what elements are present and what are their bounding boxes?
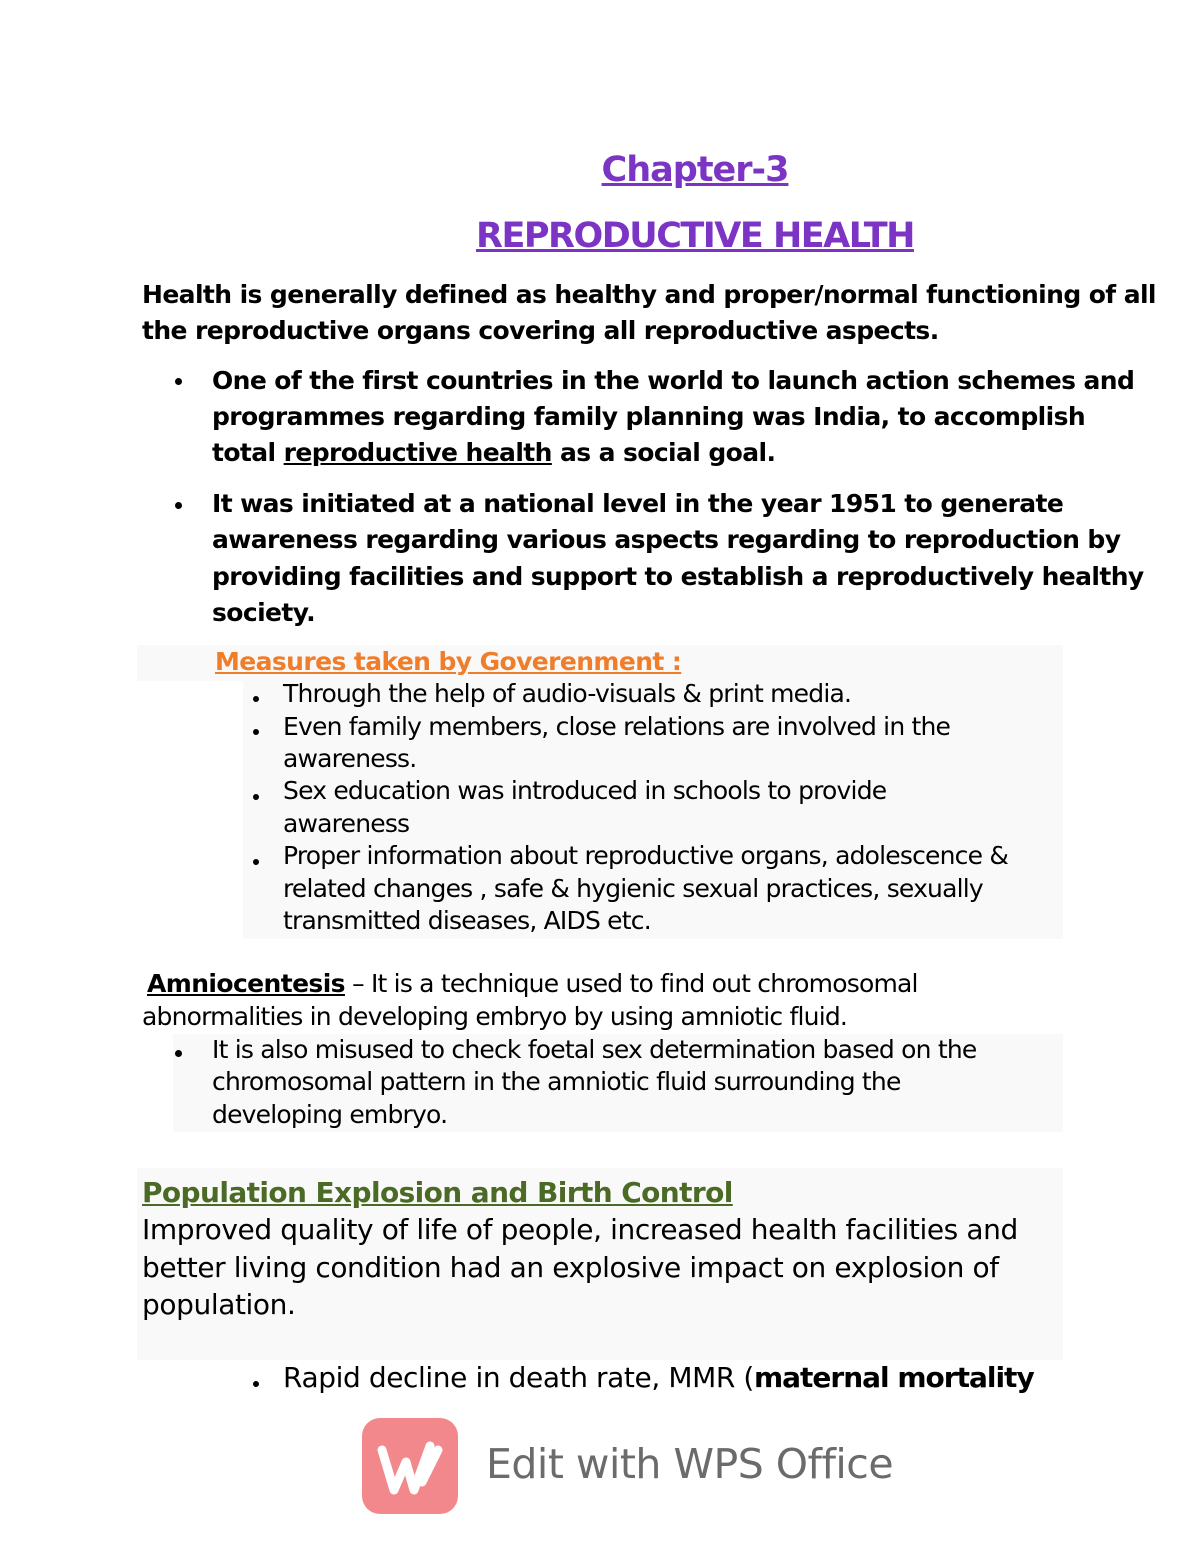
bullet-line: programmes regarding family planning was India, to accomplish (212, 402, 1086, 431)
measure-line: Through the help of audio-visuals & print media. (283, 679, 852, 708)
population-heading: Population Explosion and Birth Control (142, 1176, 733, 1209)
measure-line: related changes , safe & hygienic sexual practices, sexually (283, 874, 983, 903)
measure-line: Even family members, close relations are involved in the (283, 712, 951, 741)
text-span: total (212, 438, 284, 467)
wps-w-icon (362, 1418, 458, 1514)
measure-line: Proper information about reproductive organs, adolescence & (283, 841, 1009, 870)
wps-logo-icon[interactable] (362, 1418, 458, 1514)
measure-line: transmitted diseases, AIDS etc. (283, 906, 651, 935)
measure-line: awareness. (283, 744, 417, 773)
wps-edit-link[interactable]: Edit with WPS Office (486, 1440, 894, 1488)
measures-heading: Measures taken by Goverenment : (215, 647, 682, 676)
text-span: as a social goal. (551, 438, 776, 467)
measure-line: awareness (283, 809, 410, 838)
amnio-bullet-line: It is also misused to check foetal sex determination based on the (212, 1035, 977, 1064)
bullet-line: awareness regarding various aspects regarding to reproduction by (212, 525, 1121, 554)
bullet-line: One of the first countries in the world to launch action schemes and (212, 366, 1135, 395)
bullet-dot (253, 1381, 259, 1387)
intro-line: Health is generally defined as healthy and proper/normal functioning of all (142, 280, 1156, 309)
amnio-bullet-line: developing embryo. (212, 1100, 448, 1129)
text-span: Rapid decline in death rate, MMR ( (283, 1361, 754, 1394)
bullet-dot (175, 1050, 182, 1057)
bullet-dot (253, 696, 259, 702)
bullet-dot (175, 378, 182, 385)
bullet-dot (175, 502, 182, 509)
text-span: – It is a technique used to find out chromosomal (344, 969, 918, 998)
intro-line: the reproductive organs covering all reproductive aspects. (142, 316, 939, 345)
amniocentesis-line: abnormalities in developing embryo by using amniotic fluid. (142, 1002, 848, 1031)
amniocentesis-definition (147, 968, 918, 1001)
population-bullet-line (283, 1359, 1034, 1397)
bullet-dot (253, 794, 259, 800)
bullet-dot (253, 859, 259, 865)
bullet-line: society. (212, 598, 316, 627)
reproductive-health-link[interactable]: reproductive health (283, 438, 552, 467)
amnio-bullet-line: chromosomal pattern in the amniotic fluid surrounding the (212, 1067, 901, 1096)
population-line: better living condition had an explosive impact on explosion of (142, 1251, 999, 1284)
bullet-line: providing facilities and support to establish a reproductively healthy (212, 562, 1144, 591)
bullet-line: It was initiated at a national level in the year 1951 to generate (212, 489, 1064, 518)
bullet-dot (253, 729, 259, 735)
amniocentesis-term: Amniocentesis (147, 969, 345, 998)
page-title: REPRODUCTIVE HEALTH (476, 216, 914, 256)
measure-line: Sex education was introduced in schools to provide (283, 776, 887, 805)
population-line: Improved quality of life of people, increased health facilities and (142, 1213, 1018, 1246)
chapter-heading: Chapter-3 (601, 150, 789, 190)
bullet-line (212, 435, 775, 471)
population-line: population. (142, 1288, 296, 1321)
bold-term: maternal mortality (753, 1361, 1034, 1394)
